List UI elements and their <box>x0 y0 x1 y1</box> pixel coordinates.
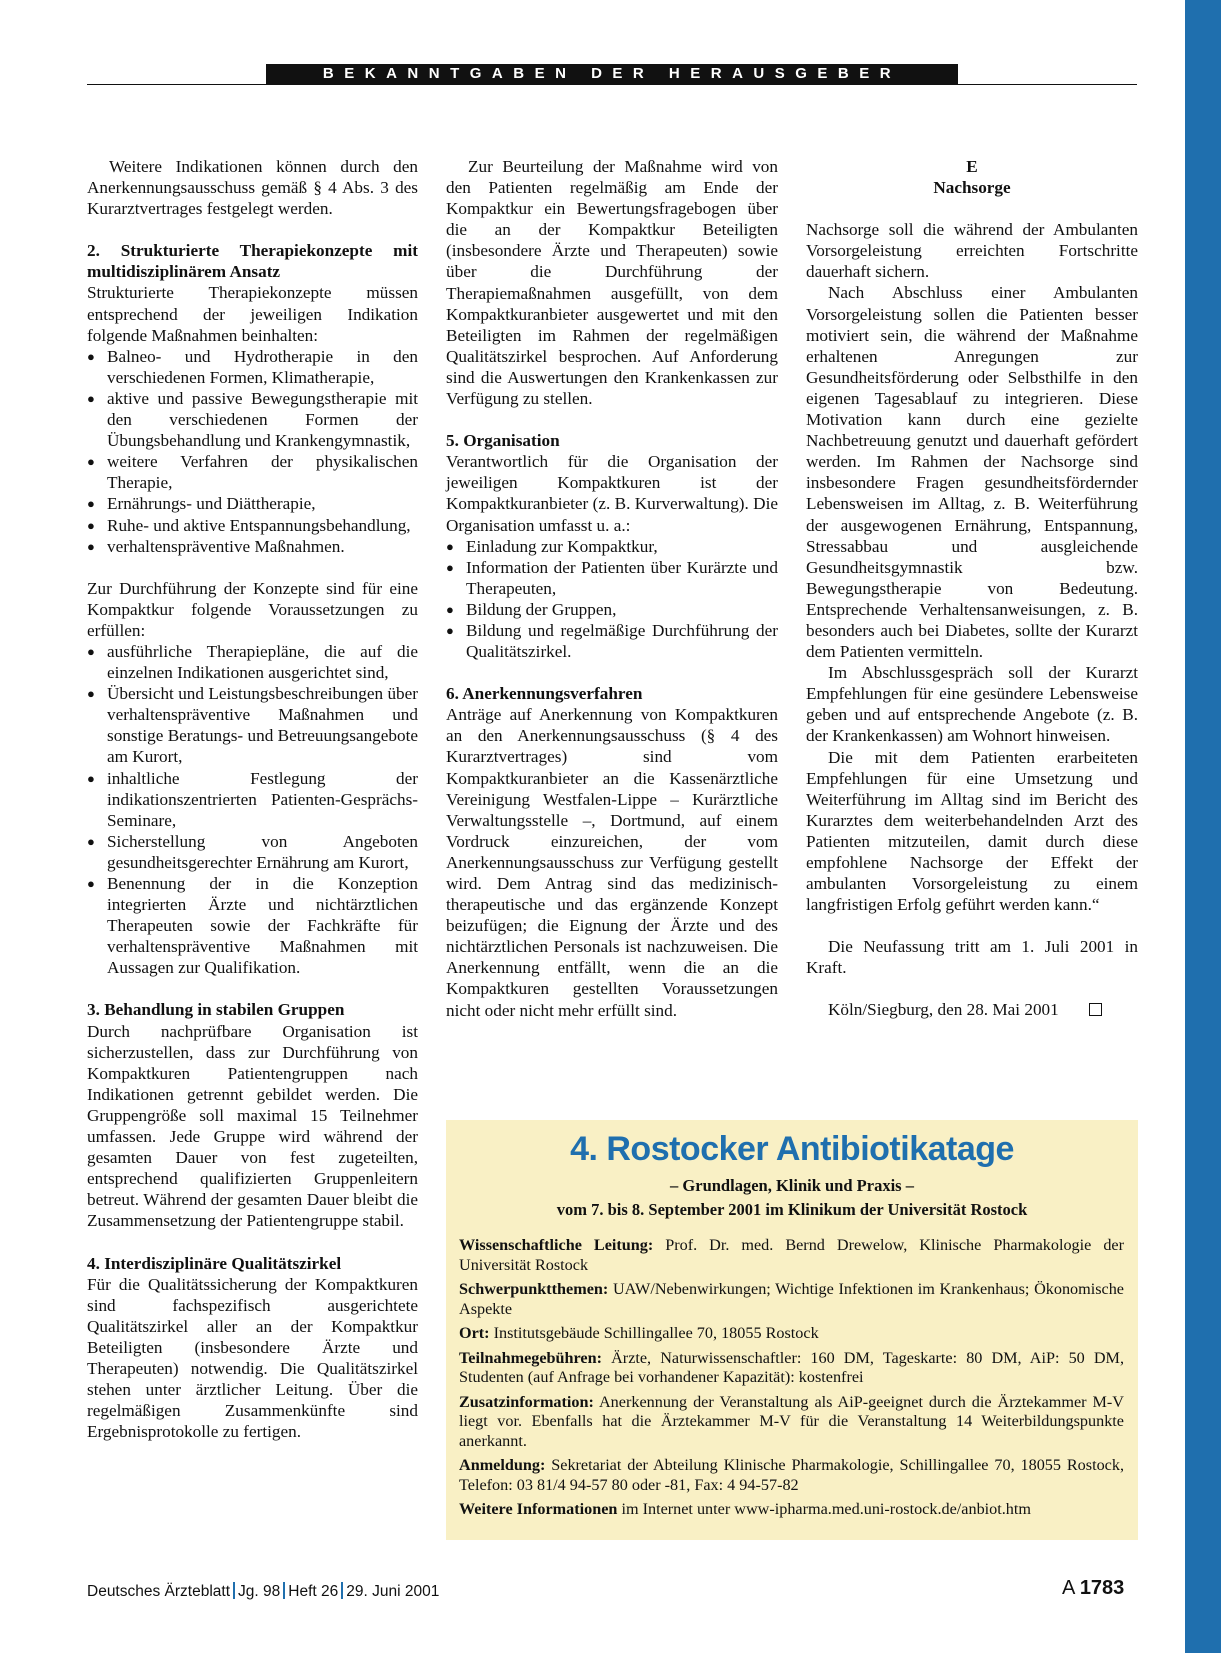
list-item: ● Bildung und regelmäßige Durchführung der Qualitätszirkel. <box>446 620 778 662</box>
column-2 <box>446 156 778 1021</box>
detail-label: Anmeldung: <box>459 1456 546 1474</box>
page-prefix: A <box>1062 1577 1075 1599</box>
list-item: ● Einladung zur Kompaktkur, <box>446 536 778 557</box>
section-heading: 5. Organisation <box>446 431 560 451</box>
paragraph: Nachsorge soll die während der Ambulanten Vorsorgeleistung erreichten Fortschritte dauerhaft sichern. <box>806 220 1138 282</box>
event-title: 4. Rostocker Antibiotikatage <box>570 1130 1014 1168</box>
paragraph: Weitere Indikationen können durch den Anerkennungsausschuss gemäß § 4 Abs. 3 des Kurarztvertrages festgelegt werden. <box>87 157 418 219</box>
volume: Jg. 98 <box>238 1583 281 1600</box>
detail-label: Teilnahmegebühren: <box>459 1348 603 1367</box>
event-details <box>459 1236 1124 1525</box>
detail-item <box>459 1236 1124 1275</box>
bullet-list <box>446 536 778 663</box>
list-item: ● weitere Verfahren der physikalischen Therapie, <box>87 451 418 493</box>
list-item: ● Benennung der in die Konzeption integrierten Ärzte und nichtärztlichen Therapeuten sowie der Fachkräfte für verhaltenspräventive Maßnahmen mit Aussagen zur Qualifikation. <box>87 873 418 978</box>
detail-text: Prof. Dr. med. Bernd Drewelow, Klinische Pharmakologie der Universität Rostock <box>459 1236 1124 1274</box>
detail-label: Wissenschaftliche Leitung: <box>459 1236 654 1254</box>
paragraph: Anträge auf Anerkennung von Kompaktkuren an den Anerkennungsausschuss (§ 4 des Kurarztvertrages) sind vom Kompaktkuranbieter an die Kassenärztliche Vereinigung Westfalen-Lippe – Kurärztliche Verwaltungsstelle –, Dortmund, auf einem Vordruck einzureichen, der vom Anerkennungsausschuss zur Verfügung gestellt wird. Dem Antrag sind das medizinisch-therapeutische und das ergänzende Konzept beizufügen; die Eignung der Ärzte und des nichtärztlichen Personals ist nachzuweisen. Die Anerkennung entfällt, wenn die an die Kompaktkuren gestellten Voraussetzungen nicht oder nicht mehr erfüllt sind. <box>446 705 778 1020</box>
section-heading: 6. Anerkennungsverfahren <box>446 684 643 704</box>
footer-citation <box>87 1582 439 1601</box>
column-3 <box>806 156 1138 1021</box>
detail-item <box>459 1500 1124 1520</box>
bullet-list <box>87 641 418 979</box>
detail-label: Ort: <box>459 1324 490 1342</box>
paragraph: Für die Qualitätssicherung der Kompaktkuren sind fachspezifisch ausgerichtete Qualitätszirkel aller an der Kompaktkur Beteiligten (insbesondere Ärzte und Therapeuten) notwendig. Die Qualitätszirkel stehen unter ärztlicher Leitung. Über die regelmäßigen Zusammenkünfte sind Ergebnisprotokolle zu fertigen. <box>87 1274 418 1442</box>
list-item: ● Bildung der Gruppen, <box>446 599 778 620</box>
paragraph: Verantwortlich für die Organisation der jeweiligen Kompaktkuren ist der Kompaktkuranbieter (z. B. Kurverwaltung). Die Organisation umfasst u. a.: <box>446 452 778 535</box>
detail-item <box>459 1456 1124 1495</box>
sidebar-color-bar <box>1185 0 1221 1653</box>
list-item: ● Ernährungs- und Diättherapie, <box>87 493 418 514</box>
page-value: 1783 <box>1079 1577 1125 1599</box>
detail-text: UAW/Nebenwirkungen; Wichtige Infektionen im Krankenhaus; Ökonomische Aspekte <box>459 1280 1124 1318</box>
page-number <box>1062 1577 1124 1600</box>
section-title: Nachsorge <box>933 178 1011 198</box>
detail-item <box>459 1324 1124 1344</box>
signature-line <box>806 999 1138 1020</box>
detail-label: Weitere Informationen <box>459 1500 618 1518</box>
paragraph: Im Abschlussgespräch soll der Kurarzt Empfehlungen für eine gesündere Lebensweise geben und auf entsprechende Angebote (z. B. der Krankenkassen) am Wohnort hinweisen. <box>806 663 1138 746</box>
paragraph: Zur Beurteilung der Maßnahme wird von den Patienten regelmäßig am Ende der Kompaktkur ein Bewertungsfragebogen über die an der Kompaktkur Beteiligten (insbesondere Ärzte und Therapeuten) sowie über die Durchführung der Therapiemaßnahmen ausgefüllt, von dem Kompaktkuranbieter ausgewertet und mit den Beteiligten im Rahmen der regelmäßigen Qualitätszirkel besprochen. Auf Anforderung sind die Auswertungen den Krankenkassen zur Verfügung zu stellen. <box>446 157 778 409</box>
journal-name: Deutsches Ärzteblatt <box>87 1583 231 1600</box>
list-item: ● ausführliche Therapiepläne, die auf die einzelnen Indikationen ausgerichtet sind, <box>87 641 418 683</box>
paragraph: Zur Durchführung der Konzepte sind für eine Kompaktkur folgende Voraussetzungen zu erfüllen: <box>87 578 418 640</box>
detail-label: Schwerpunktthemen: <box>459 1280 609 1298</box>
paragraph: Nach Abschluss einer Ambulanten Vorsorgeleistung sollen die Patienten besser motiviert sein, die während der Maßnahme erhaltenen Anregungen zur Gesundheitsförderung oder Selbsthilfe in den eigenen Tagesablauf zu integrieren. Diese Motivation kann durch eine gezielte Nachbetreuung genutzt und dauerhaft gefördert werden. Im Rahmen der Nachsorge sind insbesondere Fragen gesundheitsfördernder Lebensweisen im Alltag, z. B. Weiterführung der ausgewogenen Ernährung, Entspannung, Stressabbau und ausgleichende Gesundheitsgymnastik bzw. Bewegungstherapie von Bedeutung. Entsprechende Verhaltensanweisungen, z. B. besonders auch bei Diabetes, sollte der Kurarzt dem Patienten vermitteln. <box>806 283 1138 662</box>
event-subtitle: – Grundlagen, Klinik und Praxis – <box>670 1176 914 1195</box>
event-date: vom 7. bis 8. September 2001 im Klinikum der Universität Rostock <box>556 1200 1028 1219</box>
section-letter: E <box>966 157 978 176</box>
paragraph: Strukturierte Therapiekonzepte müssen entsprechend der jeweiligen Indikation folgende Maßnahmen beinhalten: <box>87 283 418 345</box>
detail-text: Ärzte, Naturwissenschaftler: 160 DM, Tageskarte: 80 DM, AiP: 50 DM, Studenten (auf Anfrage bei vorhandener Kapazität): kostenfrei <box>459 1348 1124 1386</box>
list-item: ● Ruhe- und aktive Entspannungsbehandlung, <box>87 515 418 536</box>
column-1 <box>87 156 418 1442</box>
signature-text: Köln/Siegburg, den 28. Mai 2001 <box>828 1000 1059 1020</box>
list-item: ● Übersicht und Leistungsbeschreibungen über verhaltenspräventive Maßnahmen und sonstige Beratungs- und Betreuungsangebote am Kurort, <box>87 683 418 767</box>
detail-item <box>459 1280 1124 1319</box>
issue: Heft 26 <box>288 1583 339 1600</box>
detail-item <box>459 1349 1124 1388</box>
paragraph: Die mit dem Patienten erarbeiteten Empfehlungen für eine Umsetzung und Weiterführung im Alltag sind im Bericht des Kurarztes dem weiterbehandelnden Arzt des Patienten mitzuteilen, damit durch diese empfohlene Nachsorge der Effekt der ambulanten Vorsorgeleistung zu einem langfristigen Erfolg geführt werden kann.“ <box>806 747 1138 915</box>
list-item: ● Balneo- und Hydrotherapie in den verschiedenen Formen, Klimatherapie, <box>87 346 418 388</box>
paragraph: Die Neufassung tritt am 1. Juli 2001 in Kraft. <box>806 937 1138 978</box>
issue-date: 29. Juni 2001 <box>346 1583 440 1600</box>
detail-text: Sekretariat der Abteilung Klinische Pharmakologie, Schillingallee 70, 18055 Rostock, Telefon: 03 81/4 94-57 80 oder -81, Fax: 4 94-57-82 <box>459 1456 1124 1494</box>
paragraph: Durch nachprüfbare Organisation ist sicherzustellen, dass zur Durchführung von Kompaktkuren Patientengruppen nach Indikationen getrennt gebildet werden. Die Gruppengröße soll maximal 15 Teilnehmer umfassen. Jede Gruppe wird während der gesamten Dauer von fest zugeteilten, entsprechend qualifizierten Gruppenleitern betreut. Während der gesamten Dauer bleibt die Zusammensetzung der Patientengruppe stabil. <box>87 1021 418 1231</box>
section-heading: 2. Strukturierte Therapiekonzepte mit multidisziplinärem Ansatz <box>87 241 418 282</box>
header-rule <box>87 84 1137 85</box>
detail-text: im Internet unter www-ipharma.med.uni-rostock.de/anbiot.htm <box>617 1500 1031 1518</box>
list-item: ● Sicherstellung von Angeboten gesundheitsgerechter Ernährung am Kurort, <box>87 831 418 873</box>
separator <box>341 1582 343 1599</box>
section-heading: 4. Interdisziplinäre Qualitätszirkel <box>87 1253 342 1273</box>
end-mark-icon <box>1089 1003 1102 1016</box>
detail-item <box>459 1393 1124 1452</box>
separator <box>283 1582 285 1599</box>
list-item: ● verhaltenspräventive Maßnahmen. <box>87 536 418 557</box>
section-heading: 3. Behandlung in stabilen Gruppen <box>87 1000 345 1020</box>
bullet-list <box>87 346 418 557</box>
section-header: BEKANNTGABEN DER HERAUSGEBER <box>266 64 958 84</box>
detail-text: Institutsgebäude Schillingallee 70, 18055 Rostock <box>489 1324 819 1342</box>
list-item: ● inhaltliche Festlegung der indikationszentrierten Patienten-Gesprächs-Seminare, <box>87 768 418 831</box>
event-announcement-box <box>446 1120 1138 1540</box>
list-item: ● aktive und passive Bewegungstherapie mit den verschiedenen Formen der Übungsbehandlung und Krankengymnastik, <box>87 388 418 451</box>
detail-text: Anerkennung der Veranstaltung als AiP-geeignet durch die Ärztekammer M-V liegt vor. Ebenfalls hat die Ärztekammer M-V für die Veranstaltung 14 Weiterbildungspunkte anerkannt. <box>459 1392 1124 1450</box>
detail-label: Zusatzinformation: <box>459 1392 594 1411</box>
separator <box>233 1582 235 1599</box>
list-item: ● Information der Patienten über Kurärzte und Therapeuten, <box>446 557 778 599</box>
